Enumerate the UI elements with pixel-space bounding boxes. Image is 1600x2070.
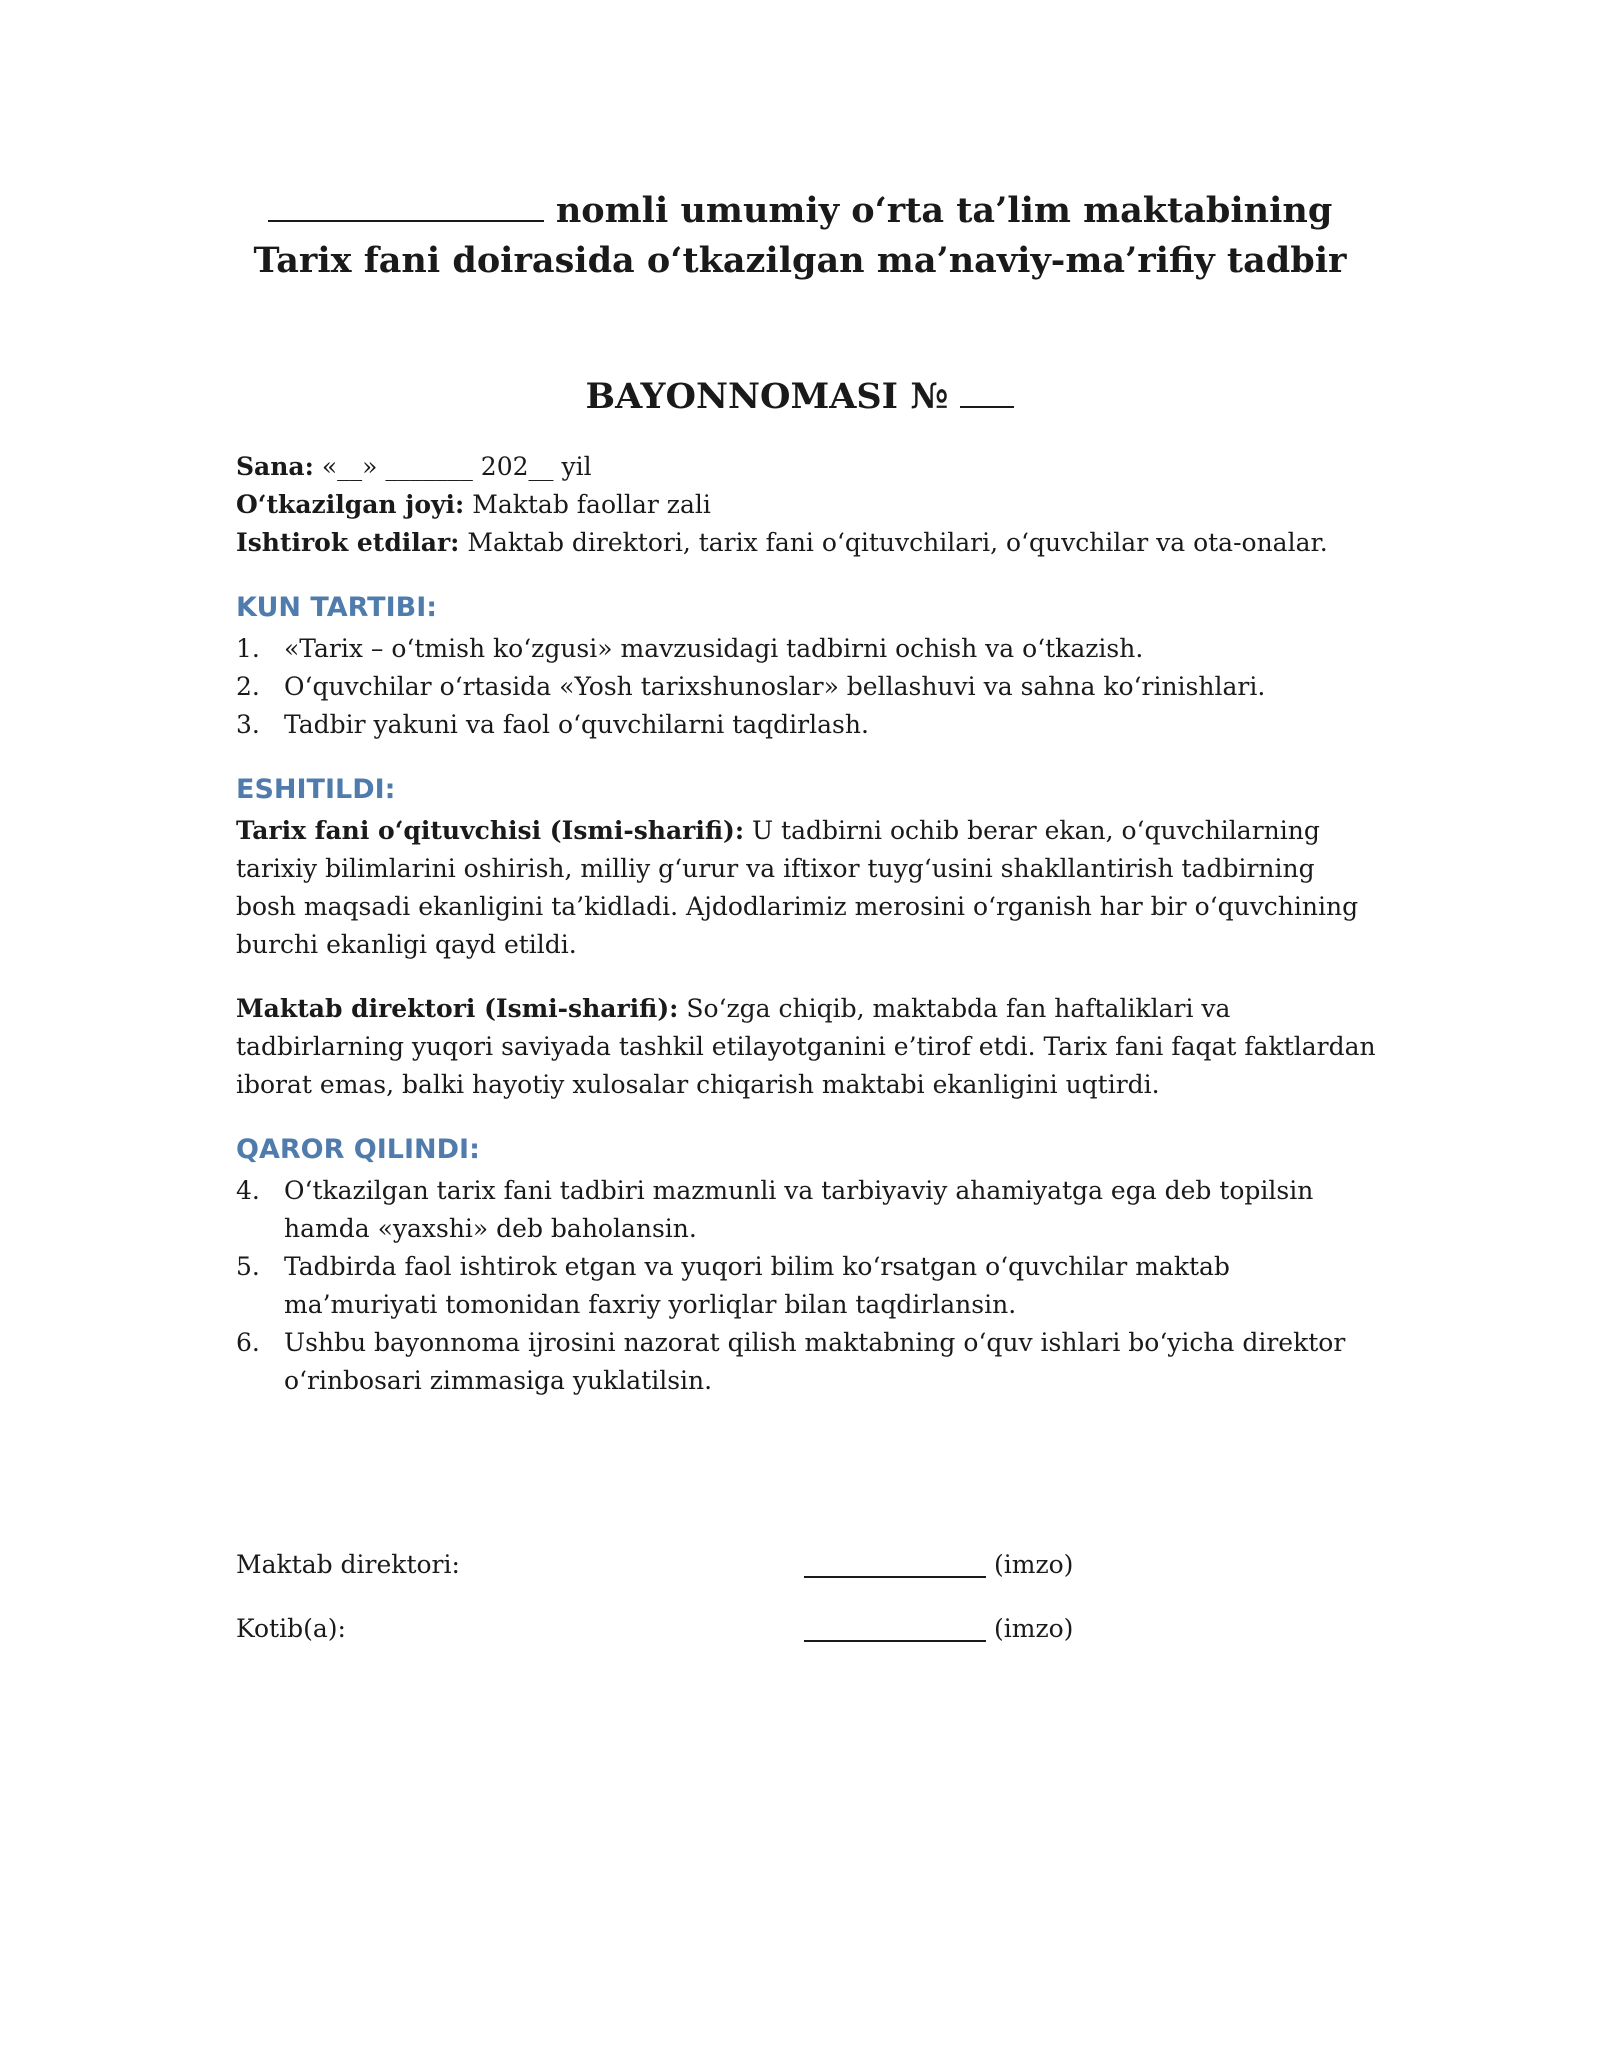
list-item-number: 5. xyxy=(236,1252,260,1281)
list-item xyxy=(236,1324,1376,1400)
speaker-label: Maktab direktori (Ismi-sharifi): xyxy=(236,994,679,1023)
signature-line xyxy=(804,1576,986,1578)
list-item-number: 2. xyxy=(236,672,260,701)
list-item-number: 4. xyxy=(236,1176,260,1205)
signature-label: Maktab direktori: xyxy=(236,1550,460,1579)
speech-text: U tadbirni ochib berar ekan, o‘quvchilarning tarixiy bilimlarini oshirish, milliy g‘urur va iftixor tuyg‘usini shakllantirish tadbirning bosh maqsadi ekanligini ta’kidladi. Ajdodlarimiz merosini o‘rganish har bir o‘quvchining burchi ekanligi qayd etildi. xyxy=(236,816,1359,959)
signature-line xyxy=(804,1640,986,1642)
heard-heading: ESHITILDI: xyxy=(236,774,396,805)
speaker-label: Tarix fani o‘qituvchisi (Ismi-sharifi): xyxy=(236,816,745,845)
list-item-text: Ushbu bayonnoma ijrosini nazorat qilish maktabning o‘quv ishlari bo‘yicha direktor o‘rinbosari zimmasiga yuklatilsin. xyxy=(284,1328,1346,1395)
list-item-text: «Tarix – o‘tmish ko‘zgusi» mavzusidagi tadbirni ochish va o‘tkazish. xyxy=(284,634,1144,663)
signature-label: Kotib(a): xyxy=(236,1614,346,1643)
list-item xyxy=(236,668,1376,706)
meta-date xyxy=(236,448,1376,486)
list-item-text: O‘tkazilgan tarix fani tadbiri mazmunli va tarbiyaviy ahamiyatga ega deb topilsin hamda «yaxshi» deb baholansin. xyxy=(284,1176,1314,1243)
document-title xyxy=(0,372,1600,422)
meta-date-label: Sana: xyxy=(236,452,314,481)
heard-paragraph-director xyxy=(236,990,1376,1104)
meta-place-label: O‘tkazilgan joyi: xyxy=(236,490,465,519)
heard-paragraph-teacher xyxy=(236,812,1376,964)
signature-row-director xyxy=(236,1546,1376,1584)
list-item-text: O‘quvchilar o‘rtasida «Yosh tarixshunoslar» bellashuvi va sahna ko‘rinishlari. xyxy=(284,672,1266,701)
agenda-heading: KUN TARTIBI: xyxy=(236,592,438,623)
decision-heading: QAROR QILINDI: xyxy=(236,1134,480,1165)
list-item-text: Tadbir yakuni va faol o‘quvchilarni taqdirlash. xyxy=(284,710,869,739)
list-item xyxy=(236,1172,1376,1248)
meta-place-value: Maktab faollar zali xyxy=(472,490,711,519)
meta-date-value: «__» _______ 202__ yil xyxy=(321,452,592,481)
document-title-text: BAYONNOMASI № xyxy=(585,376,949,417)
decision-list xyxy=(236,1172,1376,1400)
document-body xyxy=(236,448,1376,1400)
list-item-number: 3. xyxy=(236,710,260,739)
list-item xyxy=(236,630,1376,668)
signature-row-secretary xyxy=(236,1610,1376,1648)
protocol-number-blank xyxy=(960,376,1014,408)
header-line-school xyxy=(0,186,1600,236)
meta-place xyxy=(236,486,1376,524)
list-item-number: 6. xyxy=(236,1328,260,1357)
meta-participants-value: Maktab direktori, tarix fani o‘qituvchilari, o‘quvchilar va ota-onalar. xyxy=(467,528,1328,557)
header-line-event: Tarix fani doirasida o‘tkazilgan ma’naviy-ma’rifiy tadbir xyxy=(253,240,1347,281)
agenda-list xyxy=(236,630,1376,744)
meta-participants-label: Ishtirok etdilar: xyxy=(236,528,460,557)
signature-note: (imzo) xyxy=(994,1550,1074,1579)
list-item xyxy=(236,1248,1376,1324)
speech-text: So‘zga chiqib, maktabda fan haftaliklari va tadbirlarning yuqori saviyada tashkil etilayotganini e’tirof etdi. Tarix fani faqat faktlardan iborat emas, balki hayotiy xulosalar chiqarish maktabi ekanligini uqtirdi. xyxy=(236,994,1376,1099)
meta-participants xyxy=(236,524,1376,562)
list-item-number: 1. xyxy=(236,634,260,663)
list-item-text: Tadbirda faol ishtirok etgan va yuqori bilim ko‘rsatgan o‘quvchilar maktab ma’muriyati tomonidan faxriy yorliqlar bilan taqdirlansin. xyxy=(284,1252,1230,1319)
signature-note: (imzo) xyxy=(994,1614,1074,1643)
signature-block xyxy=(236,1546,1376,1674)
document-header xyxy=(0,186,1600,286)
header-line-school-text: nomli umumiy o‘rta ta’lim maktabining xyxy=(555,190,1333,231)
list-item xyxy=(236,706,1376,744)
school-name-blank xyxy=(268,190,544,222)
